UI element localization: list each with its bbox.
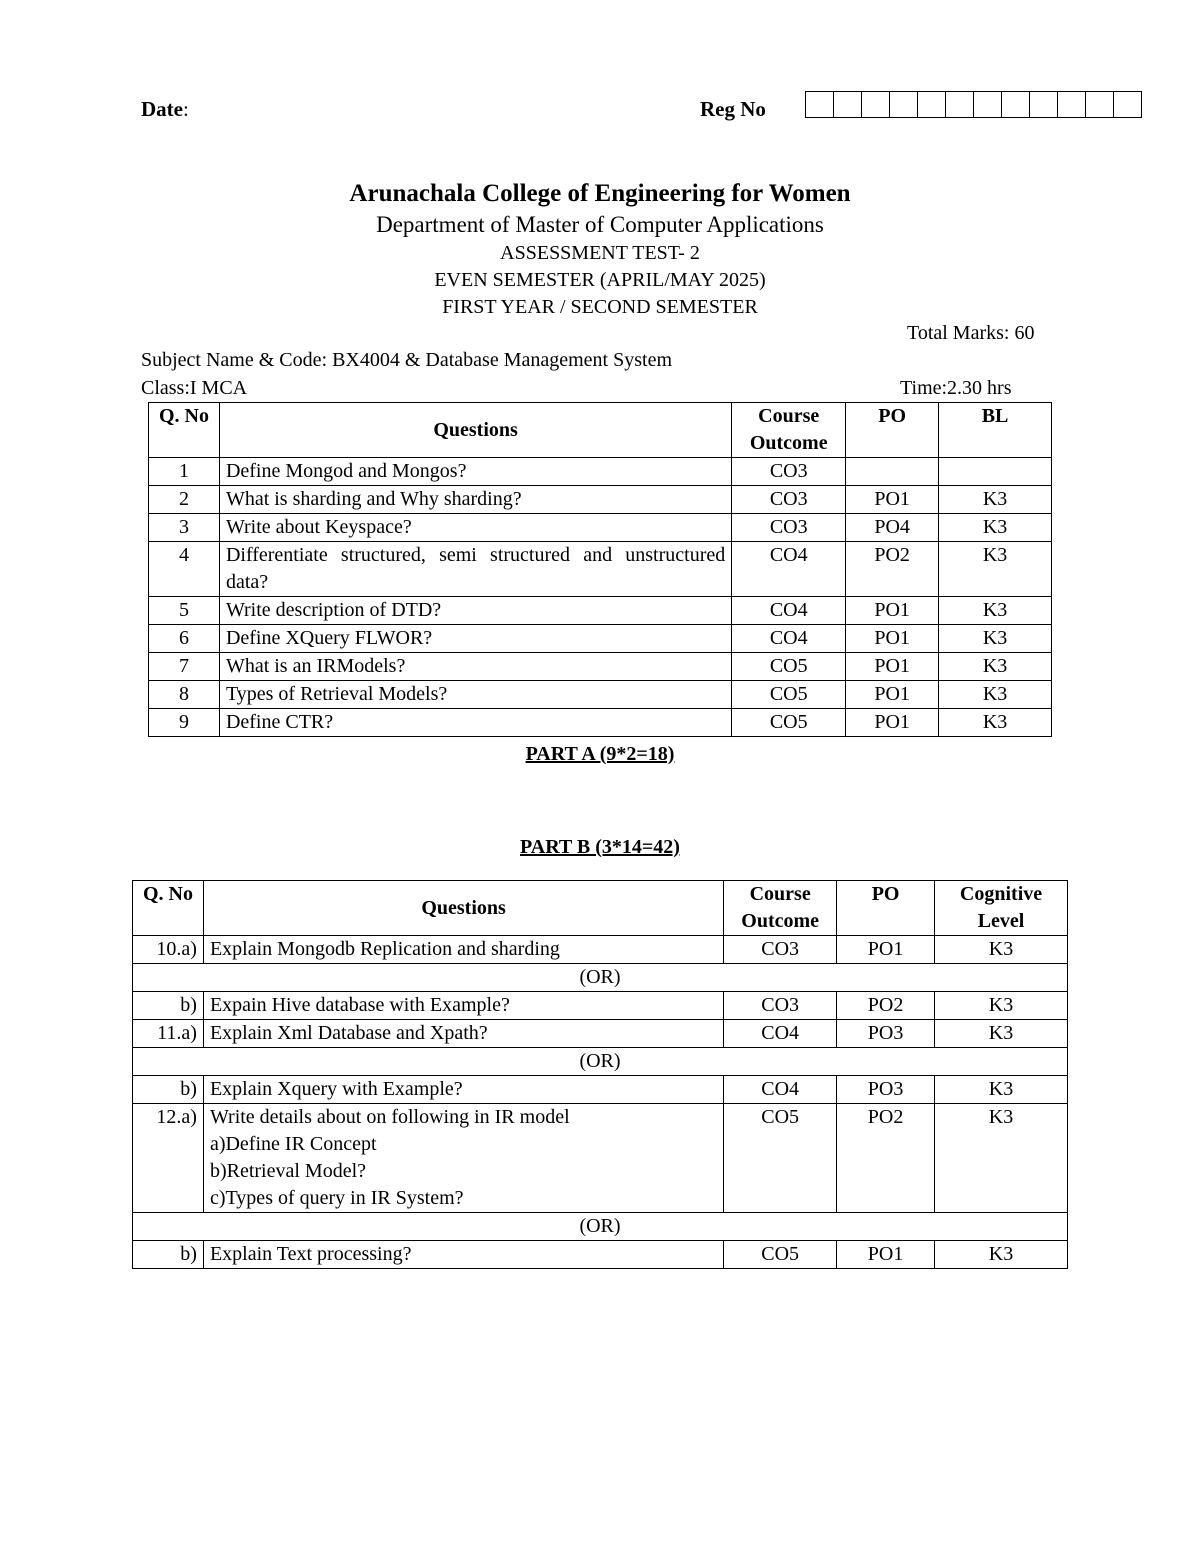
department-name: Department of Master of Computer Applications [376, 212, 824, 237]
question-number: 5 [149, 597, 220, 625]
part-b-title: PART B (3*14=42) [520, 836, 680, 858]
question-text: Expain Hive database with Example? [203, 992, 723, 1020]
reg-no-box[interactable] [1085, 91, 1114, 118]
header-questions: Questions [203, 881, 723, 936]
reg-no-boxes[interactable] [806, 91, 1142, 118]
question-text: Explain Text processing? [203, 1241, 723, 1269]
cognitive-level: K3 [935, 936, 1068, 964]
program-outcome: PO1 [846, 681, 939, 709]
question-text: Write description of DTD? [219, 597, 731, 625]
course-outcome: CO4 [732, 597, 846, 625]
time-info: Time:2.30 hrs [900, 377, 1012, 399]
cognitive-level: K3 [935, 1241, 1068, 1269]
header-po: PO [846, 403, 939, 458]
reg-no-box[interactable] [917, 91, 946, 118]
part-a-table [148, 402, 1052, 737]
blooms-level: K3 [939, 514, 1052, 542]
question-number: 12.a) [133, 1104, 204, 1213]
program-outcome: PO1 [846, 597, 939, 625]
program-outcome: PO1 [837, 1241, 935, 1269]
blooms-level: K3 [939, 709, 1052, 737]
question-line: c)Types of query in IR System? [209, 1187, 464, 1209]
course-outcome: CO4 [732, 542, 846, 597]
table-row [133, 1076, 1068, 1104]
question-line: Write details about on following in IR model [209, 1106, 570, 1128]
course-outcome: CO4 [724, 1020, 837, 1048]
question-number: 10.a) [133, 936, 204, 964]
course-outcome: CO5 [724, 1241, 837, 1269]
or-separator: (OR) [133, 1213, 1068, 1241]
year-info: FIRST YEAR / SECOND SEMESTER [442, 296, 758, 318]
blooms-level: K3 [939, 625, 1052, 653]
question-number: 3 [149, 514, 220, 542]
reg-no-box[interactable] [1057, 91, 1086, 118]
part-a-title: PART A (9*2=18) [525, 743, 675, 765]
course-outcome: CO5 [732, 653, 846, 681]
header-course-outcome: Course Outcome [724, 881, 837, 936]
question-text: Write about Keyspace? [219, 514, 731, 542]
part-a-header-row [149, 403, 1052, 458]
reg-no-box[interactable] [805, 91, 834, 118]
or-separator: (OR) [133, 1048, 1068, 1076]
question-text: Define CTR? [219, 709, 731, 737]
question-number: 11.a) [133, 1020, 204, 1048]
question-text: Define Mongod and Mongos? [219, 458, 731, 486]
blooms-level [939, 458, 1052, 486]
question-text [203, 1104, 723, 1213]
table-row [149, 542, 1052, 597]
question-text: Define XQuery FLWOR? [219, 625, 731, 653]
reg-no-box[interactable] [833, 91, 862, 118]
program-outcome: PO1 [846, 486, 939, 514]
header-bl: BL [939, 403, 1052, 458]
question-number: b) [133, 1076, 204, 1104]
question-number: 2 [149, 486, 220, 514]
question-text: What is an IRModels? [219, 653, 731, 681]
reg-no-box[interactable] [1113, 91, 1142, 118]
course-outcome: CO3 [724, 936, 837, 964]
test-name: ASSESSMENT TEST- 2 [500, 242, 700, 264]
question-text: Explain Xquery with Example? [203, 1076, 723, 1104]
header-questions: Questions [219, 403, 731, 458]
cognitive-level: K3 [935, 992, 1068, 1020]
class-info: Class:I MCA [141, 377, 248, 399]
program-outcome: PO2 [837, 992, 935, 1020]
total-marks: Total Marks: 60 [907, 322, 1035, 344]
cognitive-level: K3 [935, 1076, 1068, 1104]
or-row [133, 1213, 1068, 1241]
question-text: What is sharding and Why sharding? [219, 486, 731, 514]
question-text: Differentiate structured, semi structured and unstructured data? [219, 542, 731, 597]
question-text: Explain Mongodb Replication and sharding [203, 936, 723, 964]
course-outcome: CO5 [732, 709, 846, 737]
course-outcome: CO4 [732, 625, 846, 653]
table-row [149, 625, 1052, 653]
program-outcome: PO3 [837, 1020, 935, 1048]
program-outcome: PO4 [846, 514, 939, 542]
question-number: b) [133, 992, 204, 1020]
document-header [0, 178, 1200, 321]
table-row [149, 681, 1052, 709]
date-label: Date: [141, 97, 189, 121]
question-line: a)Define IR Concept [209, 1133, 377, 1155]
reg-no-box[interactable] [973, 91, 1002, 118]
header-qno: Q. No [133, 881, 204, 936]
course-outcome: CO3 [724, 992, 837, 1020]
table-row [149, 597, 1052, 625]
or-separator: (OR) [133, 964, 1068, 992]
reg-no-box[interactable] [1029, 91, 1058, 118]
table-row [133, 1241, 1068, 1269]
program-outcome [846, 458, 939, 486]
header-po: PO [837, 881, 935, 936]
reg-no-box[interactable] [1001, 91, 1030, 118]
table-row [133, 936, 1068, 964]
reg-no-label: Reg No [700, 97, 766, 121]
table-row [133, 1104, 1068, 1213]
question-number: 7 [149, 653, 220, 681]
course-outcome: CO3 [732, 514, 846, 542]
reg-no-box[interactable] [945, 91, 974, 118]
question-line: b)Retrieval Model? [209, 1160, 367, 1182]
course-outcome: CO4 [724, 1076, 837, 1104]
program-outcome: PO1 [846, 653, 939, 681]
cognitive-level: K3 [935, 1020, 1068, 1048]
or-row [133, 1048, 1068, 1076]
table-row [133, 1020, 1068, 1048]
college-name: Arunachala College of Engineering for Women [349, 180, 851, 207]
blooms-level: K3 [939, 681, 1052, 709]
or-row [133, 964, 1068, 992]
course-outcome: CO3 [732, 486, 846, 514]
blooms-level: K3 [939, 542, 1052, 597]
subject-info: Subject Name & Code: BX4004 & Database Management System [141, 349, 673, 371]
reg-no-box[interactable] [861, 91, 890, 118]
program-outcome: PO2 [846, 542, 939, 597]
program-outcome: PO1 [837, 936, 935, 964]
program-outcome: PO2 [837, 1104, 935, 1213]
question-number: 1 [149, 458, 220, 486]
table-row [149, 709, 1052, 737]
blooms-level: K3 [939, 486, 1052, 514]
header-course-outcome: Course Outcome [732, 403, 846, 458]
blooms-level: K3 [939, 597, 1052, 625]
question-number: 9 [149, 709, 220, 737]
blooms-level: K3 [939, 653, 1052, 681]
table-row [133, 992, 1068, 1020]
table-row [149, 458, 1052, 486]
question-text: Types of Retrieval Models? [219, 681, 731, 709]
table-row [149, 653, 1052, 681]
program-outcome: PO1 [846, 625, 939, 653]
question-number: 4 [149, 542, 220, 597]
program-outcome: PO1 [846, 709, 939, 737]
cognitive-level: K3 [935, 1104, 1068, 1213]
course-outcome: CO5 [724, 1104, 837, 1213]
table-row [149, 486, 1052, 514]
part-b-header-row [133, 881, 1068, 936]
course-outcome: CO5 [732, 681, 846, 709]
course-outcome: CO3 [732, 458, 846, 486]
question-number: b) [133, 1241, 204, 1269]
header-qno: Q. No [149, 403, 220, 458]
question-number: 8 [149, 681, 220, 709]
header-cognitive-level: Cognitive Level [935, 881, 1068, 936]
reg-no-box[interactable] [889, 91, 918, 118]
question-number: 6 [149, 625, 220, 653]
semester-info: EVEN SEMESTER (APRIL/MAY 2025) [434, 269, 766, 291]
question-text: Explain Xml Database and Xpath? [203, 1020, 723, 1048]
table-row [149, 514, 1052, 542]
program-outcome: PO3 [837, 1076, 935, 1104]
part-b-table [132, 880, 1068, 1269]
